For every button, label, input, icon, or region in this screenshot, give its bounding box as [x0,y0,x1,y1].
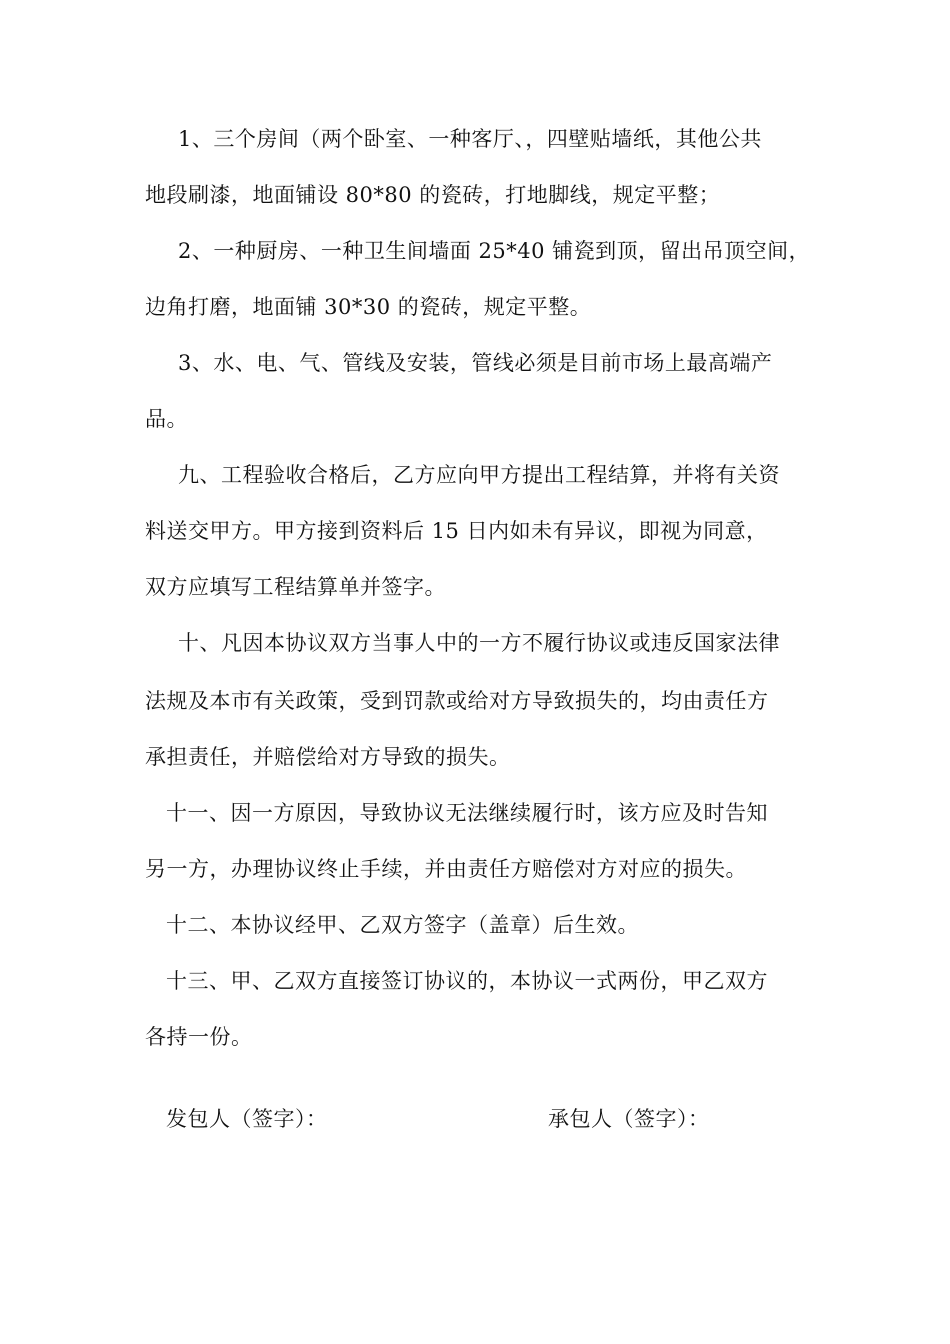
clause-13-line-2: 各持一份。 [145,1025,253,1049]
clause-13-line-1: 十三、甲、乙双方直接签订协议的，本协议一式两份，甲乙双方 [166,969,768,993]
paragraph-item-3-line-1: 3、水、电、气、管线及安装，管线必须是目前市场上最高端产 [178,351,773,375]
paragraph-item-3-line-2: 品。 [145,407,188,431]
paragraph-item-1-line-1: 1、三个房间（两个卧室、一种客厅、，四壁贴墙纸，其他公共 [178,127,762,151]
clause-11-line-1: 十一、因一方原因，导致协议无法继续履行时，该方应及时告知 [166,801,768,825]
clause-9-line-3: 双方应填写工程结算单并签字。 [145,575,446,599]
employer-signature-label: 发包人（签字）： [166,1107,328,1131]
clause-11-line-2: 另一方，办理协议终止手续，并由责任方赔偿对方对应的损失。 [145,857,747,881]
contractor-signature-label: 承包人（签字）： [548,1107,710,1131]
clause-10-line-2: 法规及本市有关政策，受到罚款或给对方导致损失的，均由责任方 [145,689,769,713]
clause-9-line-1: 九、工程验收合格后，乙方应向甲方提出工程结算，并将有关资 [178,463,780,487]
clause-9-line-2: 料送交甲方。甲方接到资料后 15 日内如未有异议，即视为同意， [145,519,768,543]
paragraph-item-1-line-2: 地段刷漆，地面铺设 80*80 的瓷砖，打地脚线，规定平整； [145,183,721,207]
clause-10-line-1: 十、凡因本协议双方当事人中的一方不履行协议或违反国家法律 [178,631,780,655]
clause-12-line-1: 十二、本协议经甲、乙双方签字（盖章）后生效。 [166,913,639,937]
clause-10-line-3: 承担责任，并赔偿给对方导致的损失。 [145,745,511,769]
paragraph-item-2-line-1: 2、一种厨房、一种卫生间墙面 25*40 铺瓷到顶，留出吊顶空间， [178,239,811,263]
paragraph-item-2-line-2: 边角打磨，地面铺 30*30 的瓷砖，规定平整。 [145,295,592,319]
